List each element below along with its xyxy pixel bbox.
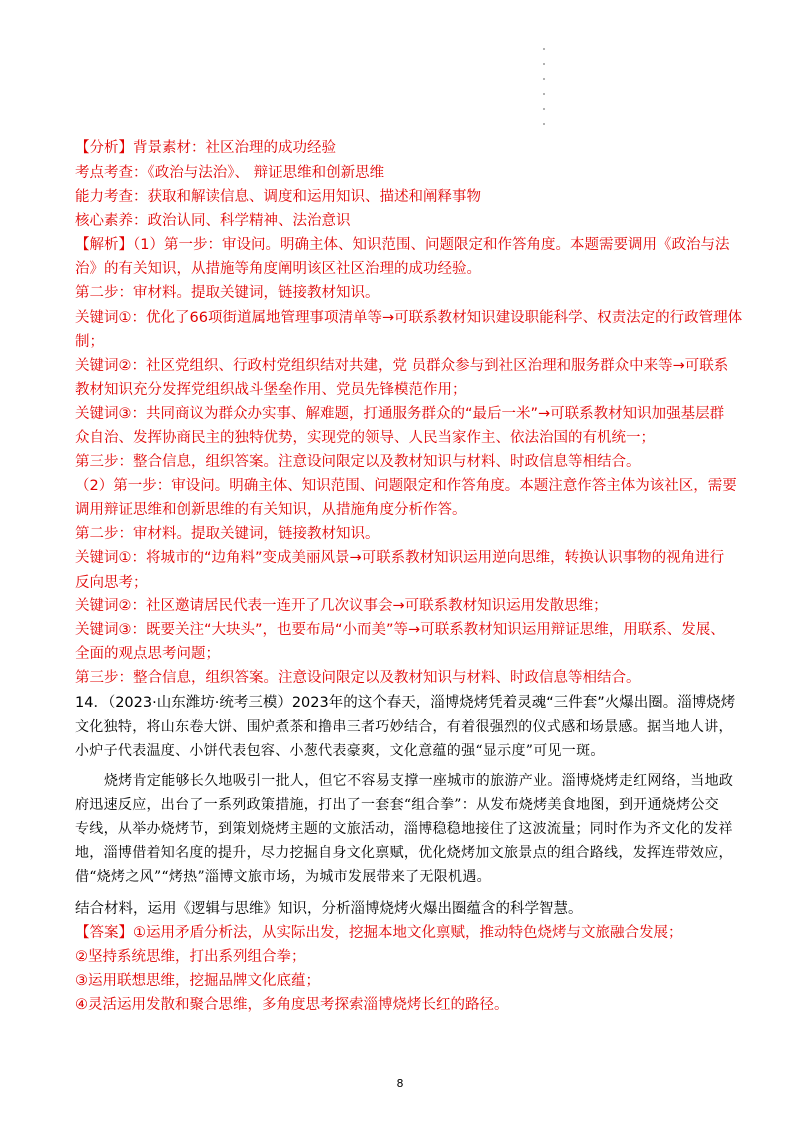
text-segment: 结合材料，运用《逻辑与思维》知识，分析淄博烧烤火爆出圈蕴含的科学智慧。 bbox=[75, 901, 583, 917]
text-line bbox=[75, 740, 735, 762]
text-segment: 考点考查：《政治与法治》、 辩证思维和创新思维 bbox=[75, 165, 385, 181]
text-line bbox=[75, 692, 735, 714]
text-line bbox=[75, 898, 735, 920]
text-segment: （1）第一步：审设问。明确主体、知识范围、问题限定和作答角度。本题需要调用《政治与法 bbox=[133, 237, 730, 253]
text-segment: 治》的有关知识，从措施等角度阐明该区社区治理的成功经验。 bbox=[75, 261, 481, 277]
text-line bbox=[75, 643, 735, 665]
text-line bbox=[75, 234, 735, 256]
text-segment: 背景素材：社区治理的成功经验 bbox=[133, 140, 336, 156]
text-segment: 小炉子代表温度、小饼代表包容、小葱代表豪爽，文化意蕴的强“显示度”可见一斑。 bbox=[75, 743, 605, 759]
text-segment: ①运用矛盾分析法，从实际出发，挖掘本地文化禀赋，推动特色烧烤与文旅融合发展； bbox=[133, 925, 683, 941]
text-line bbox=[75, 619, 735, 641]
text-line bbox=[75, 523, 735, 545]
text-segment: 关键词①：将城市的“边角料”变成美丽风景→可联系教材知识运用逆向思维，转换认识事物的视角进行 bbox=[75, 550, 725, 566]
text-segment: 关键词③：共同商议为群众办实事、解难题，打通服务群众的“最后一米”→可联系教材知识加强基层群 bbox=[75, 406, 725, 422]
text-line bbox=[75, 794, 735, 816]
text-segment: 第三步：整合信息，组织答案。注意设问限定以及教材知识与材料、时政信息等相结合。 bbox=[75, 454, 641, 470]
text-segment: 关键词①：优化了66项街道属地管理事项清单等→可联系教材知识建设职能科学、权责法定的行政管理体 bbox=[75, 310, 743, 326]
text-segment: 地，淄博借着知名度的提升，尽力挖掘自身文化禀赋，优化烧烤加文旅景点的组合路线，发挥连带效应， bbox=[75, 845, 733, 861]
text-line bbox=[75, 307, 743, 329]
text-segment: 第二步：审材料。提取关键词，链接教材知识。 bbox=[75, 526, 380, 542]
text-line bbox=[75, 282, 735, 304]
text-line bbox=[75, 475, 735, 497]
text-segment: 关键词②：社区邀请居民代表一连开了几次议事会→可联系教材知识运用发散思维； bbox=[75, 598, 608, 614]
text-segment: 关键词③：既要关注“大块头”，也要布局“小而美”等→可联系教材知识运用辩证思维，用联系、发展、 bbox=[75, 622, 725, 638]
text-segment: 14．（2023·山东潍坊·统考三模）2023年的这个春天，淄博烧烤凭着灵魂“三件套”火爆出圈。淄博烧烤 bbox=[75, 695, 736, 711]
text-segment: 全面的观点思考问题； bbox=[75, 646, 220, 662]
text-segment: 【分析】 bbox=[75, 140, 133, 156]
text-line bbox=[75, 547, 735, 569]
text-line bbox=[75, 970, 735, 992]
text-line bbox=[75, 403, 735, 425]
text-segment: （2）第一步：审设问。明确主体、知识范围、问题限定和作答角度。本题注意作答主体为该社区，需要 bbox=[75, 478, 737, 494]
text-line bbox=[75, 818, 735, 840]
text-segment: 核心素养：政治认同、科学精神、法治意识 bbox=[75, 213, 351, 229]
text-line bbox=[75, 258, 735, 280]
text-line bbox=[75, 331, 735, 353]
page-number: 8 bbox=[396, 1077, 404, 1090]
text-segment: ④灵活运用发散和聚合思维，多角度思考探索淄博烧烤长红的路径。 bbox=[75, 997, 509, 1013]
text-line bbox=[75, 379, 735, 401]
text-line bbox=[75, 186, 735, 208]
text-line bbox=[75, 667, 735, 689]
text-segment: 关键词②：社区党组织、行政村党组织结对共建，党 员群众参与到社区治理和服务群众中来等→可联系 bbox=[75, 358, 729, 374]
text-line bbox=[75, 355, 735, 377]
text-line bbox=[75, 451, 735, 473]
text-line bbox=[75, 842, 735, 864]
text-segment: 借“烧烤之风”“烤热”淄博文旅市场，为城市发展带来了无限机遇。 bbox=[75, 869, 491, 885]
text-segment: ②坚持系统思维，打出系列组合拳； bbox=[75, 949, 306, 965]
text-line bbox=[75, 994, 735, 1016]
text-segment: 府迅速反应，出台了一系列政策措施，打出了一套套“组合拳”：从发布烧烤美食地图，到开通烧烤公交 bbox=[75, 797, 720, 813]
text-line bbox=[75, 572, 735, 594]
text-segment: 第二步：审材料。提取关键词，链接教材知识。 bbox=[75, 285, 380, 301]
text-line bbox=[75, 162, 735, 184]
text-line bbox=[75, 499, 735, 521]
text-segment: 【解析】 bbox=[75, 237, 133, 253]
text-segment: 反向思考； bbox=[75, 575, 148, 591]
text-line bbox=[75, 595, 735, 617]
text-line bbox=[75, 716, 735, 738]
text-segment: 调用辩证思维和创新思维的有关知识，从措施角度分析作答。 bbox=[75, 502, 467, 518]
text-segment: 【答案】 bbox=[75, 925, 133, 941]
text-segment: 烧烤肯定能够长久地吸引一批人，但它不容易支撑一座城市的旅游产业。淄博烧烤走红网络，当地政 bbox=[104, 773, 734, 789]
text-line bbox=[75, 866, 735, 888]
text-segment: 众自治、发挥协商民主的独特优势，实现党的领导、人民当家作主、依法治国的有机统一； bbox=[75, 430, 655, 446]
text-line bbox=[75, 210, 735, 232]
text-segment: 能力考查：获取和解读信息、调度和运用知识、描述和阐释事物 bbox=[75, 189, 481, 205]
text-segment: 教材知识充分发挥党组织战斗堡垒作用、党员先锋模范作用； bbox=[75, 382, 467, 398]
text-line bbox=[75, 946, 735, 968]
text-segment: ③运用联想思维，挖掘品牌文化底蕴； bbox=[75, 973, 320, 989]
top-dots bbox=[541, 48, 547, 138]
text-line bbox=[75, 137, 735, 159]
text-line bbox=[75, 922, 735, 944]
text-segment: 文化独特，将山东卷大饼、围炉煮茶和撸串三者巧妙结合，有着很强烈的仪式感和场景感。据当地人讲， bbox=[75, 719, 733, 735]
text-line bbox=[75, 427, 735, 449]
text-segment: 第三步：整合信息，组织答案。注意设问限定以及教材知识与材料、时政信息等相结合。 bbox=[75, 670, 641, 686]
text-segment: 专线，从举办烧烤节，到策划烧烤主题的文旅活动，淄博稳稳地接住了这波流量；同时作为齐文化的发祥 bbox=[75, 821, 733, 837]
text-segment: 制； bbox=[75, 334, 104, 350]
text-line bbox=[104, 770, 764, 792]
